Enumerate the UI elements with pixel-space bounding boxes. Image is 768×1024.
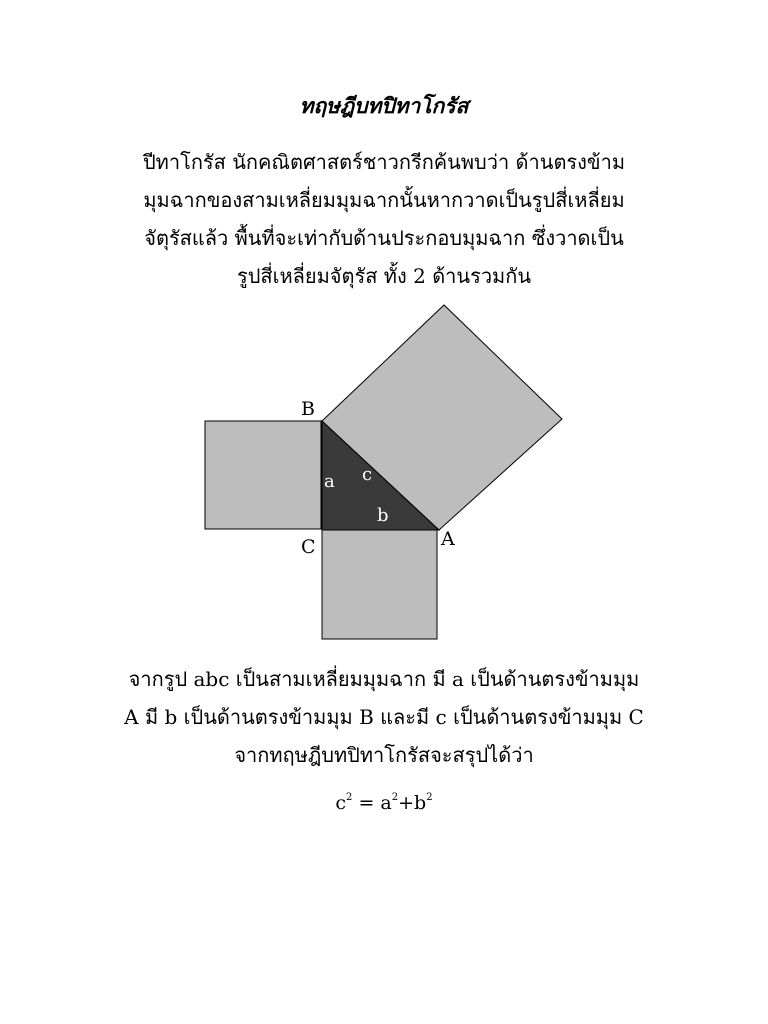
formula-a: a bbox=[380, 792, 392, 814]
formula-c: c bbox=[335, 792, 347, 814]
intro-line-3: จัตุรัสแล้ว พื้นที่จะเท่ากับด้านประกอบมุมฉาก ซึ่งวาดเป็น bbox=[144, 226, 624, 250]
formula-equals: = bbox=[352, 792, 381, 814]
square-on-side-b bbox=[322, 530, 437, 639]
square-on-side-a bbox=[205, 421, 321, 529]
intro-line-1: ปีทาโกรัส นักคณิตศาสตร์ชาวกรีกค้นพบว่า ด้านตรงข้าม bbox=[142, 150, 626, 174]
document-title: ทฤษฎีบทปิทาโกรัส bbox=[299, 93, 469, 118]
explanation-line-2: A มี b เป็นด้านตรงข้ามมุม B และมี c เป็นด้านตรงข้ามมุม C bbox=[124, 705, 644, 729]
vertex-label-a: A bbox=[441, 528, 455, 550]
formula-a-exponent: 2 bbox=[391, 792, 399, 803]
side-label-c: c bbox=[362, 464, 373, 485]
formula-b-exponent: 2 bbox=[426, 792, 433, 803]
vertex-label-c: C bbox=[301, 536, 316, 558]
pythagorean-formula bbox=[0, 792, 768, 814]
explanation-paragraph bbox=[100, 660, 668, 774]
formula-c-exponent: 2 bbox=[346, 792, 353, 803]
side-label-b: b bbox=[377, 505, 389, 526]
explanation-line-3: จากทฤษฎีบทปิทาโกรัสจะสรุปได้ว่า bbox=[234, 743, 534, 767]
intro-line-2: มุมฉากของสามเหลี่ยมมุมฉากนั้นหากวาดเป็นรูปสี่เหลี่ยม bbox=[143, 188, 625, 212]
explanation-line-1: จากรูป abc เป็นสามเหลี่ยมมุมฉาก มี a เป็นด้านตรงข้ามมุม bbox=[128, 667, 640, 691]
vertex-label-b: B bbox=[301, 398, 315, 420]
formula-b: b bbox=[414, 792, 427, 814]
formula-plus: + bbox=[398, 792, 415, 814]
side-label-a: a bbox=[324, 471, 335, 492]
intro-line-4: รูปสี่เหลี่ยมจัตุรัส ทั้ง 2 ด้านรวมกัน bbox=[236, 264, 532, 288]
